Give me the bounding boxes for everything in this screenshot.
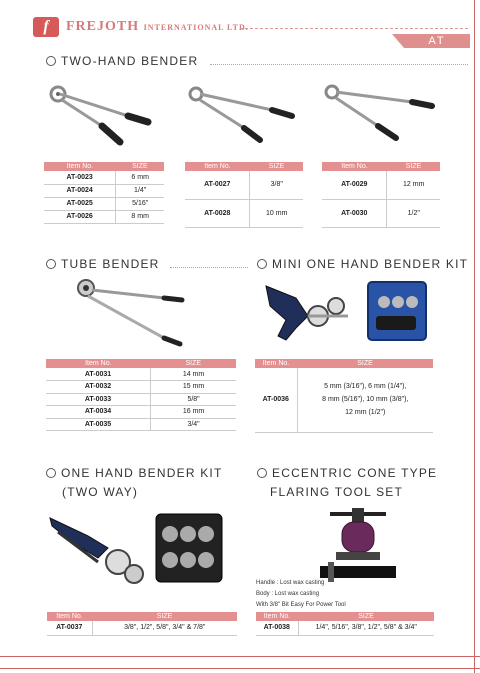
company-name-suffix: INTERNATIONAL LTD. — [143, 23, 249, 32]
size-line: 5 mm (3/16"), 6 mm (1/4"), — [324, 383, 407, 391]
header-size: SIZE — [151, 359, 236, 368]
section-title-one-hand: ONE HAND BENDER KIT — [46, 466, 223, 480]
item-size: 5/16" — [116, 197, 164, 210]
size-line: 12 mm (1/2") — [345, 409, 386, 417]
section-title-eccentric: ECCENTRIC CONE TYPE — [257, 466, 437, 480]
header-size: SIZE — [298, 612, 434, 621]
spec-table-two-hand-2 — [185, 162, 303, 228]
bullet-icon — [46, 56, 56, 66]
item-size: 1/4", 5/16", 3/8", 1/2", 5/8" & 3/4" — [298, 621, 434, 635]
spec-table-two-hand-3 — [322, 162, 440, 228]
item-size — [297, 368, 433, 432]
header-size: SIZE — [92, 612, 237, 621]
item-size: 1/2" — [387, 199, 440, 227]
item-size: 3/8", 1/2", 5/8", 3/4" & 7/8" — [92, 621, 237, 635]
two-hand-bender-image-3 — [316, 80, 436, 150]
header-item-no: Item No. — [322, 162, 387, 171]
item-code: AT-0030 — [322, 199, 387, 227]
item-code: AT-0028 — [185, 199, 250, 227]
one-hand-kit-case-image — [154, 512, 226, 586]
spec-table-one-hand — [47, 612, 237, 636]
item-code: AT-0025 — [44, 197, 116, 210]
mini-bender-image — [256, 276, 356, 356]
one-hand-bender-image — [48, 512, 148, 592]
item-size: 14 mm — [151, 368, 236, 381]
item-code: AT-0029 — [322, 171, 387, 199]
spec-note: Body : Lost wax casting — [256, 591, 320, 597]
catalog-code-tab: AT — [404, 34, 470, 48]
company-name — [66, 19, 249, 35]
header-item-no: Item No. — [44, 162, 116, 171]
section-title-two-hand: TWO-HAND BENDER — [46, 54, 198, 68]
two-hand-bender-image-2 — [180, 82, 295, 152]
item-size: 10 mm — [250, 199, 303, 227]
item-code: AT-0032 — [46, 381, 151, 394]
border-line-right — [474, 0, 475, 673]
section-subtitle-one-hand: (TWO WAY) — [62, 485, 139, 499]
bullet-icon — [46, 468, 56, 478]
two-hand-bender-image-1 — [44, 80, 154, 150]
header-size: SIZE — [387, 162, 440, 171]
item-size: 15 mm — [151, 381, 236, 394]
header-item-no: Item No. — [256, 612, 298, 621]
section-rule — [210, 64, 468, 65]
flaring-tool-image — [318, 504, 398, 586]
item-size: 3/8" — [250, 171, 303, 199]
item-code: AT-0037 — [47, 621, 92, 635]
bullet-icon — [257, 259, 267, 269]
spec-note: With 3/8" Bit Easy For Power Tool — [256, 602, 346, 608]
header-size: SIZE — [116, 162, 164, 171]
item-size: 5/8" — [151, 393, 236, 406]
header-size: SIZE — [250, 162, 303, 171]
item-code: AT-0026 — [44, 210, 116, 223]
item-size: 3/4" — [151, 418, 236, 431]
section-rule — [170, 267, 248, 268]
spec-table-two-hand-1 — [44, 162, 164, 224]
item-code: AT-0034 — [46, 406, 151, 419]
spec-note: Handle : Lost wax casting — [256, 580, 325, 586]
header-size: SIZE — [297, 359, 433, 368]
item-size: 12 mm — [387, 171, 440, 199]
spec-table-eccentric — [256, 612, 434, 636]
border-line-bottom-2 — [0, 668, 480, 669]
item-size: 16 mm — [151, 406, 236, 419]
item-code: AT-0031 — [46, 368, 151, 381]
item-code: AT-0035 — [46, 418, 151, 431]
section-subtitle-eccentric: FLARING TOOL SET — [270, 485, 404, 499]
item-code: AT-0036 — [255, 368, 297, 432]
bullet-icon — [257, 468, 267, 478]
border-line-bottom — [0, 656, 480, 657]
item-size: 8 mm — [116, 210, 164, 223]
section-title-tube: TUBE BENDER — [46, 257, 160, 271]
item-code: AT-0023 — [44, 171, 116, 184]
item-size: 6 mm — [116, 171, 164, 184]
bullet-icon — [46, 259, 56, 269]
section-title-mini: MINI ONE HAND BENDER KIT — [257, 257, 468, 271]
header-item-no: Item No. — [47, 612, 92, 621]
header-divider — [240, 28, 468, 29]
header-item-no: Item No. — [46, 359, 151, 368]
item-code: AT-0024 — [44, 184, 116, 197]
header-item-no: Item No. — [185, 162, 250, 171]
company-name-main: FREJOTH — [66, 19, 140, 34]
item-size: 1/4" — [116, 184, 164, 197]
tube-bender-image — [70, 278, 190, 348]
item-code: AT-0038 — [256, 621, 298, 635]
company-logo: f — [33, 17, 59, 37]
size-line: 8 mm (5/16"), 10 mm (3/8"), — [322, 396, 409, 404]
mini-kit-case-image — [366, 280, 430, 344]
spec-table-mini — [255, 359, 433, 433]
spec-table-tube — [46, 359, 236, 431]
item-code: AT-0027 — [185, 171, 250, 199]
item-code: AT-0033 — [46, 393, 151, 406]
header-item-no: Item No. — [255, 359, 297, 368]
